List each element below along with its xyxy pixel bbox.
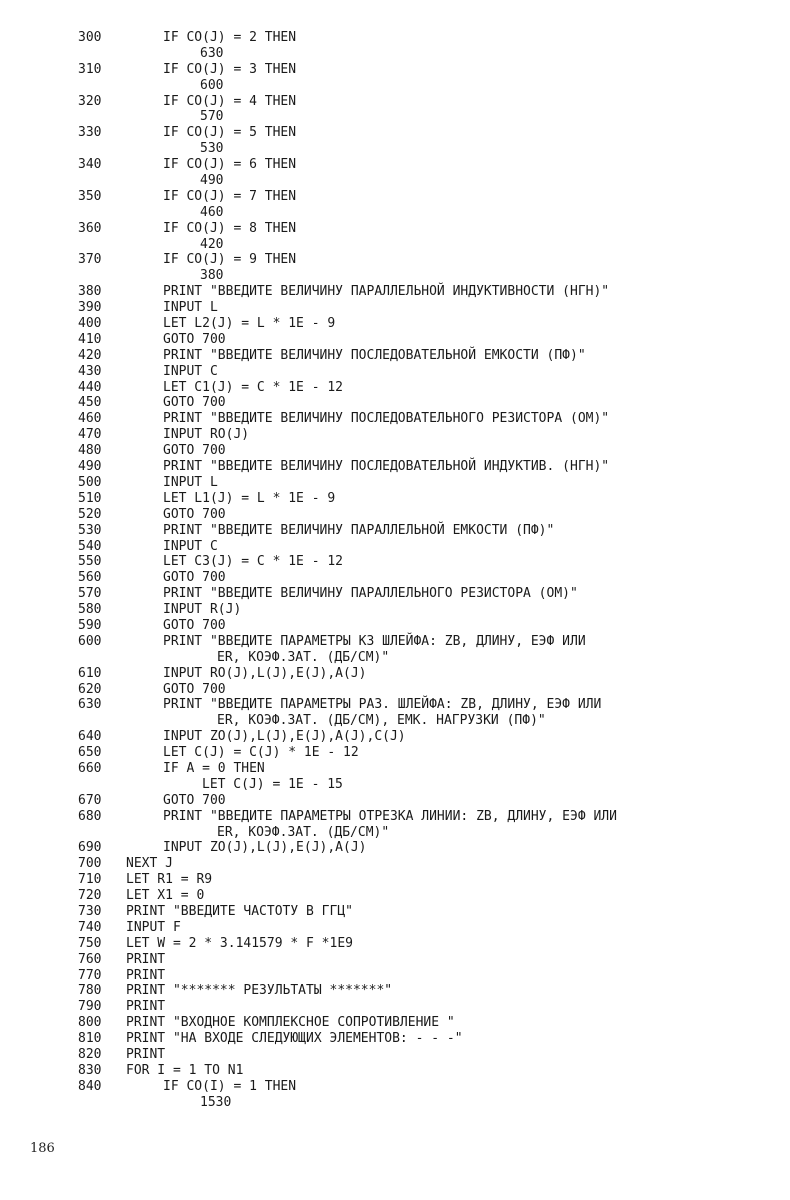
code-text: ER, КОЭФ.ЗАТ. (ДБ/СМ)" <box>217 649 390 665</box>
code-text: IF CO(J) = 5 THEN <box>163 125 297 141</box>
code-line <box>0 761 790 777</box>
code-text: 530 <box>200 141 224 157</box>
code-line <box>0 1079 790 1095</box>
code-line <box>0 872 790 888</box>
line-number: 350 <box>78 188 102 204</box>
code-text: IF CO(J) = 7 THEN <box>163 188 297 204</box>
line-number: 840 <box>78 1078 102 1094</box>
line-number: 430 <box>78 363 102 379</box>
code-line <box>0 682 790 698</box>
line-number: 830 <box>78 1062 102 1078</box>
code-text: LET L1(J) = L * 1E - 9 <box>163 490 336 506</box>
code-text: INPUT R(J) <box>163 602 242 618</box>
line-number: 780 <box>78 983 102 999</box>
code-line <box>0 968 790 984</box>
code-text: LET C(J) = C(J) * 1E - 12 <box>163 745 359 761</box>
line-number: 520 <box>78 506 102 522</box>
line-number: 330 <box>78 125 102 141</box>
code-text: LET W = 2 * 3.141579 * F *1E9 <box>126 935 353 951</box>
code-text: PRINT "ВВЕДИТЕ ВЕЛИЧИНУ ПОСЛЕДОВАТЕЛЬНОЙ ИНДУКТИВ. (НГН)" <box>163 459 610 475</box>
line-number: 320 <box>78 93 102 109</box>
code-text: 1530 <box>200 1094 232 1110</box>
line-number: 730 <box>78 903 102 919</box>
line-number: 360 <box>78 220 102 236</box>
code-line <box>0 205 790 221</box>
code-line <box>0 952 790 968</box>
code-line <box>0 602 790 618</box>
code-text: IF CO(J) = 6 THEN <box>163 157 297 173</box>
code-text: LET C1(J) = C * 1E - 12 <box>163 379 344 395</box>
page-number: 186 <box>30 1141 55 1156</box>
code-line <box>0 157 790 173</box>
code-text: INPUT ZO(J),L(J),E(J),A(J),C(J) <box>163 729 406 745</box>
code-text: PRINT "ВВЕДИТЕ ВЕЛИЧИНУ ПОСЛЕДОВАТЕЛЬНОГО РЕЗИСТОРА (ОМ)" <box>163 411 610 427</box>
line-number: 620 <box>78 681 102 697</box>
code-line <box>0 777 790 793</box>
line-number: 370 <box>78 252 102 268</box>
code-line <box>0 936 790 952</box>
code-line <box>0 888 790 904</box>
code-line <box>0 395 790 411</box>
code-text: INPUT RO(J) <box>163 427 250 443</box>
code-text: INPUT ZO(J),L(J),E(J),A(J) <box>163 840 367 856</box>
line-number: 720 <box>78 888 102 904</box>
line-number: 340 <box>78 157 102 173</box>
code-line <box>0 634 790 650</box>
code-text: GOTO 700 <box>163 681 226 697</box>
code-line <box>0 666 790 682</box>
code-text: PRINT "******* РЕЗУЛЬТАТЫ *******" <box>126 983 393 999</box>
code-text: GOTO 700 <box>163 570 226 586</box>
code-text: PRINT "ВВЕДИТЕ ВЕЛИЧИНУ ПАРАЛЛЕЛЬНОЙ ИНДУКТИВНОСТИ (НГН)" <box>163 284 610 300</box>
code-line <box>0 237 790 253</box>
code-line <box>0 316 790 332</box>
code-line <box>0 78 790 94</box>
code-line <box>0 554 790 570</box>
code-text: INPUT L <box>163 300 218 316</box>
code-text: PRINT "ВВЕДИТЕ ВЕЛИЧИНУ ПАРАЛЛЕЛЬНОЙ ЕМКОСТИ (ПФ)" <box>163 522 555 538</box>
code-text: PRINT <box>126 951 166 967</box>
code-text: 600 <box>200 77 224 93</box>
line-number: 740 <box>78 919 102 935</box>
code-text: PRINT "ВВЕДИТЕ ВЕЛИЧИНУ ПОСЛЕДОВАТЕЛЬНОЙ ЕМКОСТИ (ПФ)" <box>163 347 586 363</box>
code-line <box>0 173 790 189</box>
line-number: 700 <box>78 856 102 872</box>
code-text: INPUT RO(J),L(J),E(J),A(J) <box>163 665 367 681</box>
code-line <box>0 920 790 936</box>
line-number: 420 <box>78 347 102 363</box>
line-number: 650 <box>78 745 102 761</box>
code-line <box>0 475 790 491</box>
line-number: 570 <box>78 586 102 602</box>
code-text: PRINT "НА ВХОДЕ СЛЕДУЮЩИХ ЭЛЕМЕНТОВ: - - -" <box>126 1031 463 1047</box>
code-text: GOTO 700 <box>163 331 226 347</box>
code-text: PRINT "ВВЕДИТЕ ПАРАМЕТРЫ РАЗ. ШЛЕЙФА: ZВ, ДЛИНУ, ЕЭФ ИЛИ <box>163 697 602 713</box>
line-number: 560 <box>78 570 102 586</box>
code-text: LET C(J) = 1E - 15 <box>202 776 343 792</box>
code-text: 570 <box>200 109 224 125</box>
line-number: 310 <box>78 61 102 77</box>
code-text: INPUT C <box>163 538 218 554</box>
line-number: 610 <box>78 665 102 681</box>
code-text: ER, КОЭФ.ЗАТ. (ДБ/СМ)" <box>217 824 390 840</box>
line-number: 590 <box>78 617 102 633</box>
code-line <box>0 523 790 539</box>
code-line <box>0 856 790 872</box>
line-number: 510 <box>78 490 102 506</box>
line-number: 470 <box>78 427 102 443</box>
code-line <box>0 570 790 586</box>
line-number: 670 <box>78 792 102 808</box>
code-line <box>0 443 790 459</box>
line-number: 810 <box>78 1031 102 1047</box>
code-line <box>0 252 790 268</box>
code-text: PRINT <box>126 967 166 983</box>
code-text: IF CO(J) = 9 THEN <box>163 252 297 268</box>
code-line <box>0 268 790 284</box>
line-number: 530 <box>78 522 102 538</box>
code-line <box>0 507 790 523</box>
line-number: 550 <box>78 554 102 570</box>
code-line <box>0 459 790 475</box>
code-line <box>0 1031 790 1047</box>
code-line <box>0 1095 790 1111</box>
line-number: 600 <box>78 633 102 649</box>
line-number: 640 <box>78 729 102 745</box>
code-line <box>0 125 790 141</box>
code-line <box>0 713 790 729</box>
code-line <box>0 427 790 443</box>
code-text: NEXT J <box>126 856 173 872</box>
code-text: IF CO(J) = 4 THEN <box>163 93 297 109</box>
code-line <box>0 745 790 761</box>
line-number: 480 <box>78 443 102 459</box>
code-text: IF CO(J) = 3 THEN <box>163 61 297 77</box>
code-text: PRINT "ВВЕДИТЕ ВЕЛИЧИНУ ПАРАЛЛЕЛЬНОГО РЕЗИСТОРА (ОМ)" <box>163 586 578 602</box>
code-line <box>0 825 790 841</box>
code-text: LET R1 = R9 <box>126 872 213 888</box>
code-text: PRINT "ВВЕДИТЕ ПАРАМЕТРЫ КЗ ШЛЕЙФА: ZВ, ДЛИНУ, ЕЭФ ИЛИ <box>163 633 586 649</box>
code-text: INPUT F <box>126 919 181 935</box>
code-line <box>0 221 790 237</box>
code-line <box>0 189 790 205</box>
code-text: PRINT "ВВЕДИТЕ ЧАСТОТУ В ГГЦ" <box>126 903 353 919</box>
code-text: PRINT <box>126 999 166 1015</box>
code-line <box>0 411 790 427</box>
code-text: FOR I = 1 TO N1 <box>126 1062 244 1078</box>
code-line <box>0 62 790 78</box>
code-line <box>0 1015 790 1031</box>
code-line <box>0 729 790 745</box>
code-line <box>0 809 790 825</box>
code-text: 630 <box>200 45 224 61</box>
code-line <box>0 586 790 602</box>
line-number: 300 <box>78 30 102 45</box>
code-text: IF A = 0 THEN <box>163 760 265 776</box>
line-number: 680 <box>78 808 102 824</box>
code-text: INPUT L <box>163 474 218 490</box>
code-line <box>0 364 790 380</box>
code-line <box>0 650 790 666</box>
line-number: 580 <box>78 602 102 618</box>
line-number: 660 <box>78 760 102 776</box>
line-number: 690 <box>78 840 102 856</box>
line-number: 450 <box>78 395 102 411</box>
code-text: ER, КОЭФ.ЗАТ. (ДБ/СМ), ЕМК. НАГРУЗКИ (ПФ)" <box>217 713 546 729</box>
code-text: PRINT "ВВЕДИТЕ ПАРАМЕТРЫ ОТРЕЗКА ЛИНИИ: ZВ, ДЛИНУ, ЕЭФ ИЛИ <box>163 808 617 824</box>
code-text: GOTO 700 <box>163 395 226 411</box>
code-text: 490 <box>200 173 224 189</box>
code-text: GOTO 700 <box>163 443 226 459</box>
line-number: 460 <box>78 411 102 427</box>
line-number: 410 <box>78 331 102 347</box>
code-text: GOTO 700 <box>163 792 226 808</box>
line-number: 490 <box>78 459 102 475</box>
code-text: GOTO 700 <box>163 506 226 522</box>
code-text: IF CO(I) = 1 THEN <box>163 1078 297 1094</box>
line-number: 440 <box>78 379 102 395</box>
code-line <box>0 30 790 46</box>
code-text: 420 <box>200 236 224 252</box>
line-number: 790 <box>78 999 102 1015</box>
code-text: LET C3(J) = C * 1E - 12 <box>163 554 344 570</box>
code-text: PRINT "ВХОДНОЕ КОМПЛЕКСНОЕ СОПРОТИВЛЕНИЕ " <box>126 1015 455 1031</box>
code-line <box>0 380 790 396</box>
code-line <box>0 840 790 856</box>
code-line <box>0 999 790 1015</box>
code-line <box>0 332 790 348</box>
code-text: GOTO 700 <box>163 617 226 633</box>
code-line <box>0 284 790 300</box>
code-line <box>0 697 790 713</box>
line-number: 540 <box>78 538 102 554</box>
line-number: 770 <box>78 967 102 983</box>
code-line <box>0 1063 790 1079</box>
code-line <box>0 46 790 62</box>
line-number: 710 <box>78 872 102 888</box>
code-line <box>0 1047 790 1063</box>
code-line <box>0 539 790 555</box>
code-line <box>0 793 790 809</box>
line-number: 630 <box>78 697 102 713</box>
line-number: 820 <box>78 1047 102 1062</box>
line-number: 760 <box>78 951 102 967</box>
code-line <box>0 348 790 364</box>
code-text: 460 <box>200 204 224 220</box>
code-text: LET X1 = 0 <box>126 888 205 904</box>
code-text: INPUT C <box>163 363 218 379</box>
code-line <box>0 618 790 634</box>
code-text: 380 <box>200 268 224 284</box>
line-number: 800 <box>78 1015 102 1031</box>
code-text: IF CO(J) = 2 THEN <box>163 30 297 45</box>
line-number: 390 <box>78 300 102 316</box>
code-text: IF CO(J) = 8 THEN <box>163 220 297 236</box>
line-number: 400 <box>78 316 102 332</box>
code-line <box>0 109 790 125</box>
code-line <box>0 300 790 316</box>
line-number: 750 <box>78 935 102 951</box>
code-text: LET L2(J) = L * 1E - 9 <box>163 316 336 332</box>
program-listing <box>0 30 790 1111</box>
code-text: PRINT <box>126 1047 166 1062</box>
code-line <box>0 983 790 999</box>
code-line <box>0 94 790 110</box>
code-line <box>0 491 790 507</box>
code-line <box>0 141 790 157</box>
line-number: 380 <box>78 284 102 300</box>
line-number: 500 <box>78 474 102 490</box>
code-line <box>0 904 790 920</box>
